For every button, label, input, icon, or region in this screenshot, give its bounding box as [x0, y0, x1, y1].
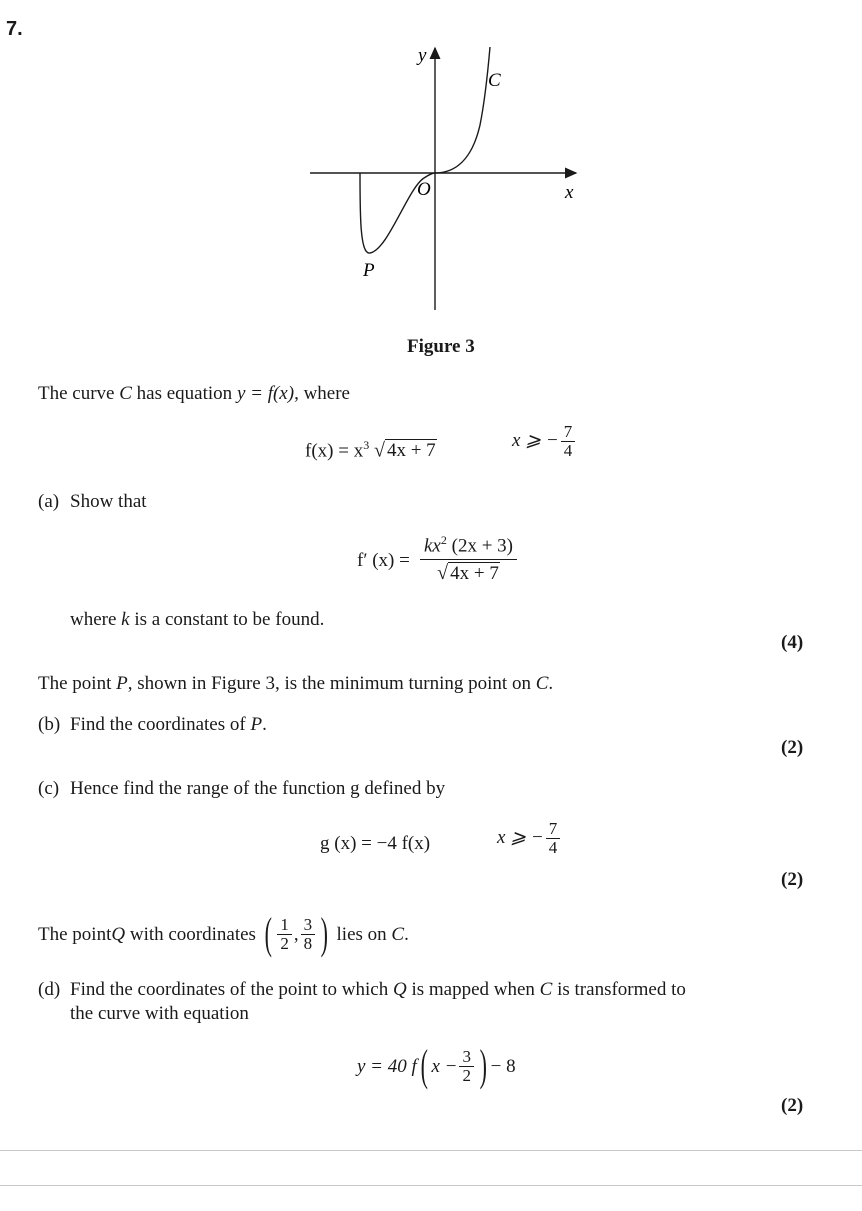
x-axis-label: x — [565, 182, 574, 203]
part-c-label: (c) — [38, 778, 60, 799]
point-q-text: The point Q with coordinates ( $\frac{1}{2}$ , $\frac{3}{8}$ ) lies on C . — [38, 909, 409, 958]
derivative-lhs: f′ (x) = — [357, 550, 410, 571]
f-definition: $f(x) = x^3$ √ 4x + 7 — [305, 438, 436, 462]
answer-line — [0, 1150, 862, 1151]
part-d-line2: the curve with equation — [70, 1003, 249, 1024]
g-definition: g (x) = −4 f(x) — [320, 833, 431, 854]
derivative-fraction: $kx^2$ (2x + 3) √ 4x + 7 — [420, 533, 517, 585]
figure-3-graph — [300, 40, 590, 320]
point-p-text: The point P, shown in Figure 3, is the minimum turning point on C. — [38, 673, 554, 694]
f-domain: x ⩾ − $\frac{7}{4}$ — [512, 423, 577, 460]
part-d-label: (d) — [38, 979, 61, 1000]
question-number: 7. — [6, 18, 23, 40]
intro-text: The curve C has equation y = f(x), where — [38, 383, 350, 404]
g-domain: x ⩾ − $\frac{7}{4}$ — [497, 820, 562, 857]
curve-label: C — [488, 70, 501, 91]
part-c-text: Hence find the range of the function g defined by — [70, 778, 446, 799]
origin-label: O — [417, 179, 431, 200]
y-axis-label: y — [418, 45, 427, 66]
part-d-line1: Find the coordinates of the point to which Q is mapped when C is transformed to — [70, 979, 686, 1000]
curve-c — [360, 47, 490, 253]
part-b-label: (b) — [38, 714, 61, 735]
part-b-text: Find the coordinates of P. — [70, 714, 267, 735]
part-b-marks: (2) — [781, 737, 804, 758]
part-a-where: where k is a constant to be found. — [70, 609, 325, 630]
point-p-label: P — [363, 260, 375, 281]
part-a-marks: (4) — [781, 632, 804, 653]
part-a-label: (a) — [38, 491, 60, 512]
answer-line — [0, 1185, 862, 1186]
part-a-text: Show that — [70, 491, 147, 512]
figure-caption: Figure 3 — [407, 336, 475, 357]
part-c-marks: (2) — [781, 869, 804, 890]
part-d-marks: (2) — [781, 1095, 804, 1116]
transformed-equation: y = 40 f ( x − $\frac{3}{2}$ ) − 8 — [357, 1041, 516, 1090]
